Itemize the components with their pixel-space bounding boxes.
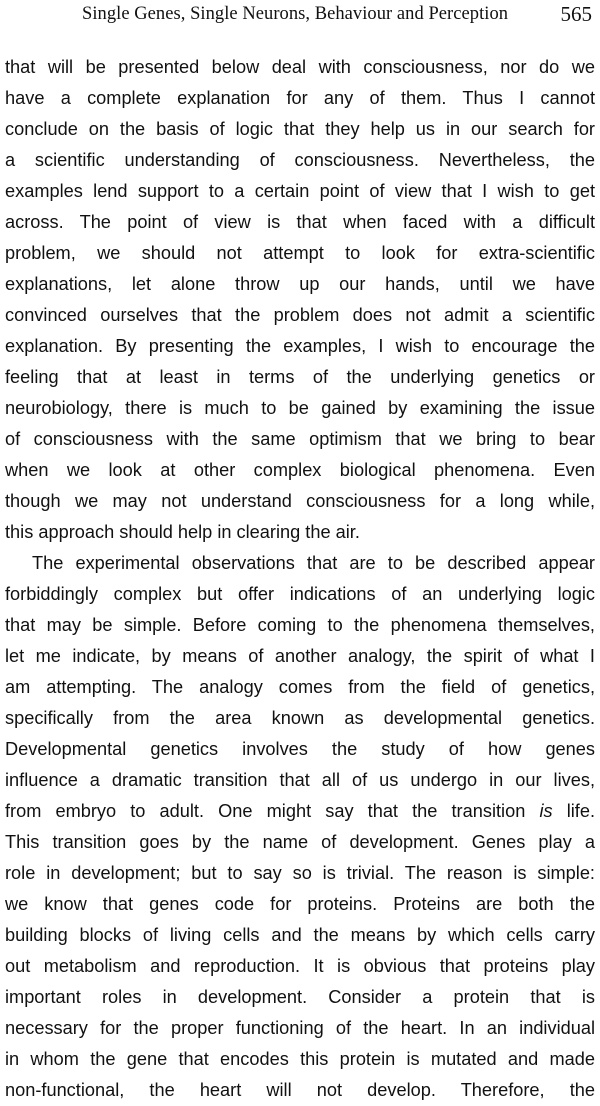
line-text: from embryo to adult. One might say that the transition [5, 801, 526, 821]
emphasized-word: is [539, 801, 553, 821]
text-line: influence a dramatic transition that all of us undergo in our lives, [5, 770, 595, 790]
text-line: am attempting. The analogy comes from the field of genetics, [5, 677, 595, 697]
text-line: have a complete explanation for any of them. Thus I cannot [5, 88, 595, 108]
text-line: important roles in development. Consider a protein that is [5, 987, 595, 1007]
text-line: let me indicate, by means of another analogy, the spirit of what I [5, 646, 595, 666]
text-line: The experimental observations that are to be described appear [32, 553, 595, 573]
text-line: examples lend support to a certain point of view that I wish to get [5, 181, 595, 201]
text-line: non-functional, the heart will not develop. Therefore, the [5, 1080, 595, 1100]
text-line: a scientific understanding of consciousness. Nevertheless, the [5, 150, 595, 170]
text-line: across. The point of view is that when faced with a difficult [5, 212, 595, 232]
text-line: of consciousness with the same optimism that we bring to bear [5, 429, 595, 449]
text-line: problem, we should not attempt to look for extra-scientific [5, 243, 595, 263]
text-line-with-emphasis [5, 796, 595, 827]
paragraph-1 [5, 52, 595, 548]
text-line: explanations, let alone throw up our hands, until we have [5, 274, 595, 294]
text-line: though we may not understand consciousness for a long while, [5, 491, 595, 511]
text-line: necessary for the proper functioning of the heart. In an individual [5, 1018, 595, 1038]
text-line: convinced ourselves that the problem does not admit a scientific [5, 305, 595, 325]
page-number: 565 [560, 2, 592, 26]
text-line: forbiddingly complex but offer indications of an underlying logic [5, 584, 595, 604]
running-title: Single Genes, Single Neurons, Behaviour and Perception [82, 4, 509, 24]
line-tail: life. [552, 801, 595, 821]
text-line: when we look at other complex biological phenomena. Even [5, 460, 595, 480]
text-line: that may be simple. Before coming to the phenomena themselves, [5, 615, 595, 635]
body-text [5, 52, 595, 1106]
text-line: Developmental genetics involves the study of how genes [5, 739, 595, 759]
text-line: building blocks of living cells and the means by which cells carry [5, 925, 595, 945]
text-line: conclude on the basis of logic that they help us in our search for [5, 119, 595, 139]
text-line: that will be presented below deal with consciousness, nor do we [5, 57, 595, 77]
text-line: This transition goes by the name of development. Genes play a [5, 832, 595, 852]
running-header [0, 2, 600, 30]
text-line: explanation. By presenting the examples, I wish to encourage the [5, 336, 595, 356]
text-line: we know that genes code for proteins. Proteins are both the [5, 894, 595, 914]
text-line: out metabolism and reproduction. It is obvious that proteins play [5, 956, 595, 976]
text-line: specifically from the area known as developmental genetics. [5, 708, 595, 728]
text-line: in whom the gene that encodes this protein is mutated and made [5, 1049, 595, 1069]
text-line: feeling that at least in terms of the underlying genetics or [5, 367, 595, 387]
text-line: neurobiology, there is much to be gained by examining the issue [5, 398, 595, 418]
text-line: role in development; but to say so is trivial. The reason is simple: [5, 863, 595, 883]
paragraph-2 [5, 548, 595, 1106]
text-line: this approach should help in clearing the air. [5, 522, 360, 542]
